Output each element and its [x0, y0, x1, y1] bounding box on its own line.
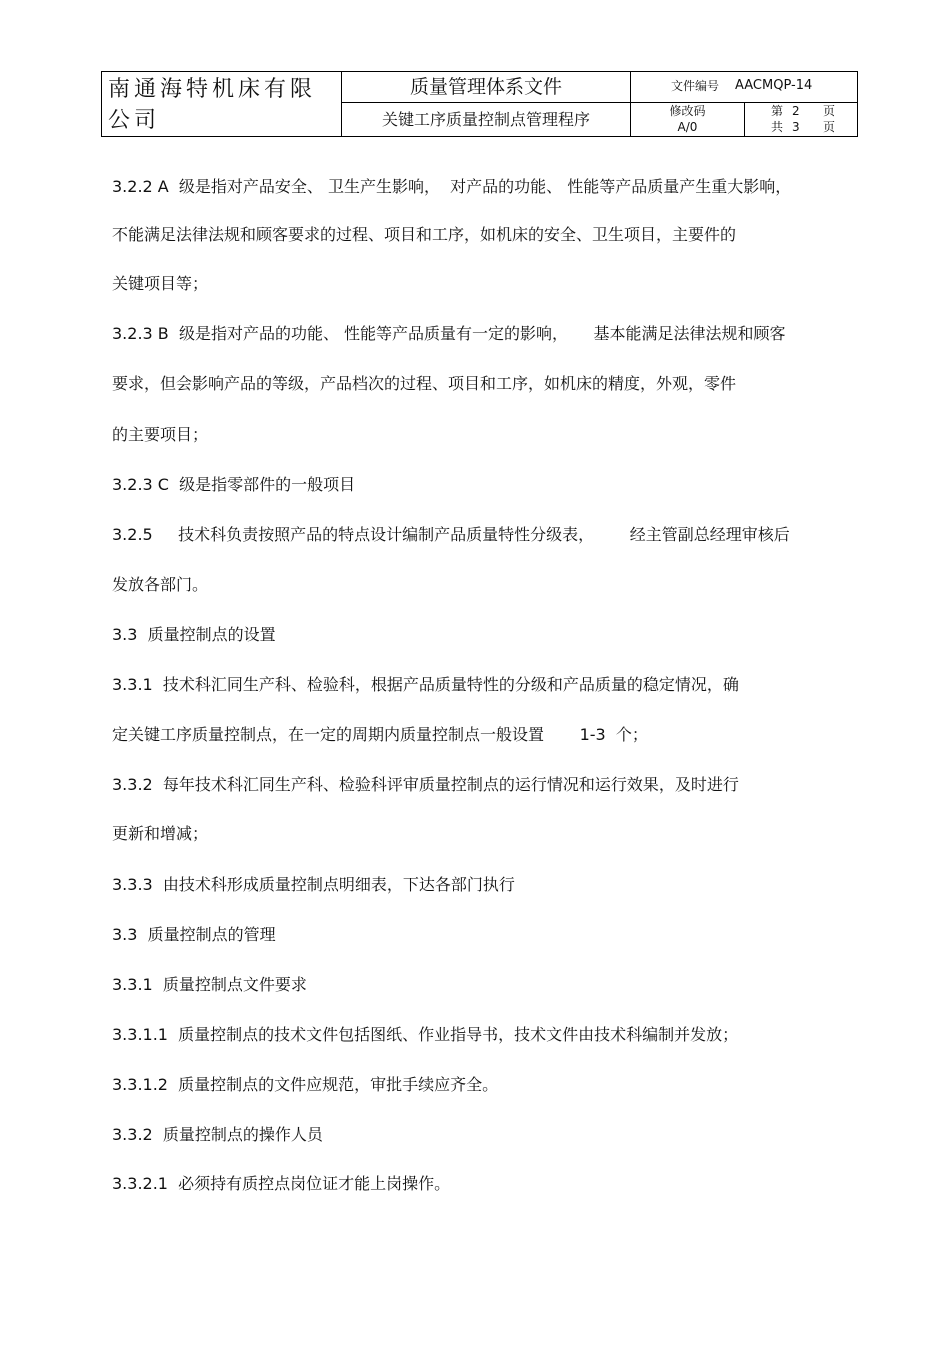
text-line: 更新和增减；	[112, 824, 209, 843]
text-line: 3.3.2 质量控制点的操作人员	[112, 1125, 323, 1144]
page-suffix: 页	[823, 104, 836, 118]
company-name-line1: 南通海特机床有限	[108, 77, 317, 102]
company-name	[102, 72, 342, 136]
text-line: 定关键工序质量控制点，在一定的周期内质量控制点一般设置 1-3 个；	[112, 725, 648, 744]
text-line: 不能满足法律法规和顾客要求的过程、项目和工序，如机床的安全、卫生项目，主要件的	[112, 225, 737, 244]
text-line: 3.3.1 质量控制点文件要求	[112, 975, 307, 994]
revision-label: 修改码	[669, 104, 706, 118]
page-number: 2	[792, 104, 800, 118]
text-line: 的主要项目；	[112, 425, 209, 444]
text-line: 3.3.2.1 必须持有质控点岗位证才能上岗操作。	[112, 1174, 451, 1193]
text-line: 3.3.3 由技术科形成质量控制点明细表，下达各部门执行	[112, 875, 515, 894]
text-line: 发放各部门。	[112, 575, 209, 594]
text-line: 3.3.1 技术科汇同生产科、检验科，根据产品质量特性的分级和产品质量的稳定情况，确	[112, 675, 739, 694]
document-number-label: 文件编号	[671, 79, 720, 93]
text-line: 关键项目等；	[112, 274, 209, 293]
text-line: 3.3.1.2 质量控制点的文件应规范，审批手续应齐全。	[112, 1075, 499, 1094]
revision-cell	[631, 103, 745, 136]
text-line: 3.2.5 技术科负责按照产品的特点设计编制产品质量特性分级表， 经主管副总经理审核后	[112, 525, 790, 544]
text-line: 3.2.3 C 级是指零部件的一般项目	[112, 475, 356, 494]
document-type: 质量管理体系文件	[342, 72, 631, 103]
text-line: 3.3 质量控制点的管理	[112, 925, 276, 944]
total-pages: 3	[792, 120, 800, 134]
document-number-cell	[631, 72, 857, 103]
page-info-cell	[745, 103, 857, 136]
total-suffix: 页	[823, 120, 836, 134]
text-line: 3.3.2 每年技术科汇同生产科、检验科评审质量控制点的运行情况和运行效果，及时进行	[112, 775, 739, 794]
revision-code: A/0	[677, 120, 698, 134]
text-line: 3.3 质量控制点的设置	[112, 625, 276, 644]
text-line: 要求，但会影响产品的等级，产品档次的过程、项目和工序，如机床的精度，外观，零件	[112, 374, 737, 393]
text-line: 3.2.2 A 级是指对产品安全、 卫生产生影响， 对产品的功能、 性能等产品质量产生重大影响，	[112, 177, 792, 196]
total-prefix: 共	[771, 120, 784, 134]
document-number: AACMQP-14	[735, 78, 813, 93]
text-line: 3.3.1.1 质量控制点的技术文件包括图纸、作业指导书，技术文件由技术科编制并发放；	[112, 1025, 739, 1044]
page-prefix: 第	[771, 104, 784, 118]
text-line: 3.2.3 B 级是指对产品的功能、 性能等产品质量有一定的影响， 基本能满足法律法规和顾客	[112, 324, 786, 343]
procedure-title: 关键工序质量控制点管理程序	[342, 103, 631, 136]
page-number-row	[745, 103, 857, 119]
total-pages-row	[745, 119, 857, 135]
company-name-line2: 公司	[108, 108, 161, 133]
document-header-table	[101, 71, 858, 137]
